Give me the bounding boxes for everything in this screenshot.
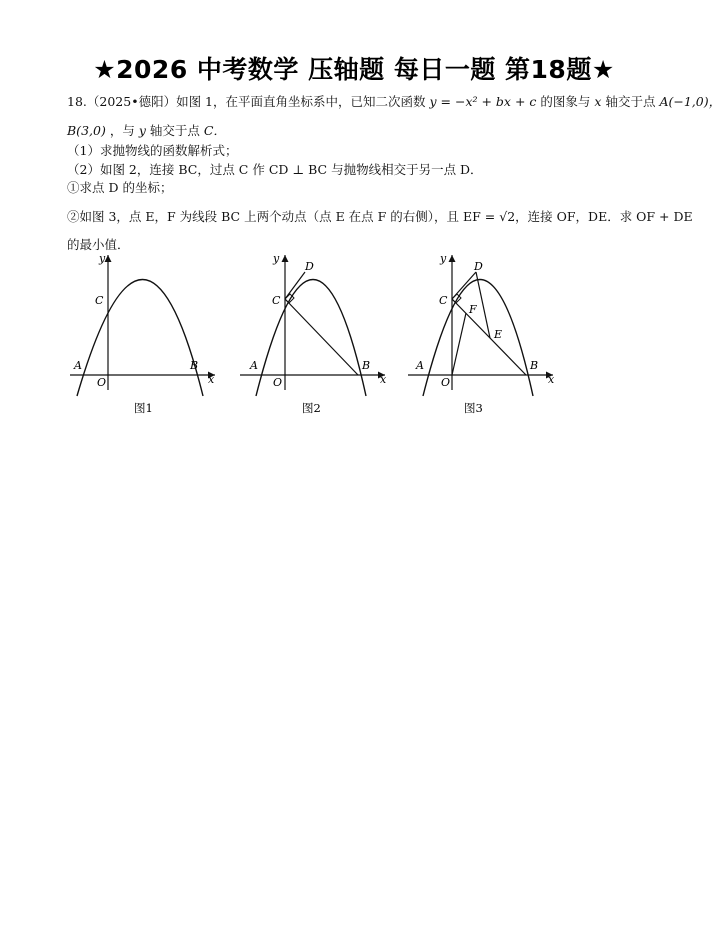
point-c-label: C: [439, 294, 448, 307]
figure-caption: 图3: [464, 401, 483, 415]
problem-text: 轴交于点: [605, 94, 656, 109]
figures-row: [0, 250, 708, 425]
axis-name: x: [594, 94, 602, 109]
point-a-label: A: [250, 359, 258, 372]
point-c-label: C: [95, 294, 104, 307]
point-c-label: C: [272, 294, 281, 307]
problem-line-1: [67, 92, 721, 110]
point-e-label: E: [494, 328, 503, 341]
point-c: C．: [203, 123, 226, 138]
segment-bc: [452, 299, 526, 375]
problem-intro: 18.（2025•德阳）如图 1，在平面直角坐标系中，已知二次函数: [67, 94, 426, 109]
origin-label: O: [97, 376, 107, 389]
point-d-label: D: [305, 260, 314, 273]
page-title: ★2026 中考数学 压轴题 每日一题 第18题★: [93, 55, 615, 84]
y-label: y: [440, 252, 447, 265]
figure-caption: 图2: [302, 401, 321, 415]
x-label: x: [380, 373, 387, 386]
problem-line-2: [67, 121, 226, 139]
point-b-label: B: [530, 359, 539, 372]
problem-text: 的图象与: [540, 94, 591, 109]
problem-text: ，与: [109, 123, 135, 138]
origin-label: O: [273, 376, 283, 389]
point-a: A(−1,0)，: [659, 94, 721, 109]
point-a-label: A: [416, 359, 424, 372]
question-1: （1）求抛物线的函数解析式；: [67, 143, 238, 158]
question-2-part-1: ①求点 D 的坐标；: [67, 180, 173, 195]
segment-bc: [285, 299, 358, 375]
question-2-part-2: ②如图 3，点 E，F 为线段 BC 上两个动点（点 E 在点 F 的右侧），且 EF = √2，连接 OF，DE．求 OF + DE: [67, 209, 693, 224]
figures-svg: [0, 250, 708, 425]
point-d-label: D: [474, 260, 483, 273]
figure-2: [240, 252, 387, 415]
y-label: y: [99, 252, 106, 265]
y-label: y: [273, 252, 280, 265]
origin-label: O: [441, 376, 451, 389]
axis-name: y: [138, 123, 146, 138]
point-b-label: B: [190, 359, 199, 372]
x-label: x: [548, 373, 555, 386]
problem-text: 轴交于点: [149, 123, 200, 138]
question-2-part-2-cont: 的最小值．: [67, 237, 130, 252]
point-f-label: F: [469, 303, 477, 316]
segment-cd: [285, 272, 305, 299]
function-formula: y = −x² + bx + c: [429, 94, 537, 109]
figure-3: [408, 252, 555, 415]
question-2: （2）如图 2，连接 BC，过点 C 作 CD ⊥ BC 与抛物线相交于另一点 D．: [67, 162, 483, 177]
figure-1: [70, 252, 215, 415]
point-a-label: A: [74, 359, 82, 372]
segment-of: [452, 313, 466, 375]
point-b-label: B: [362, 359, 371, 372]
figure-caption: 图1: [134, 401, 153, 415]
x-label: x: [208, 373, 215, 386]
point-b: B(3,0): [67, 123, 106, 138]
